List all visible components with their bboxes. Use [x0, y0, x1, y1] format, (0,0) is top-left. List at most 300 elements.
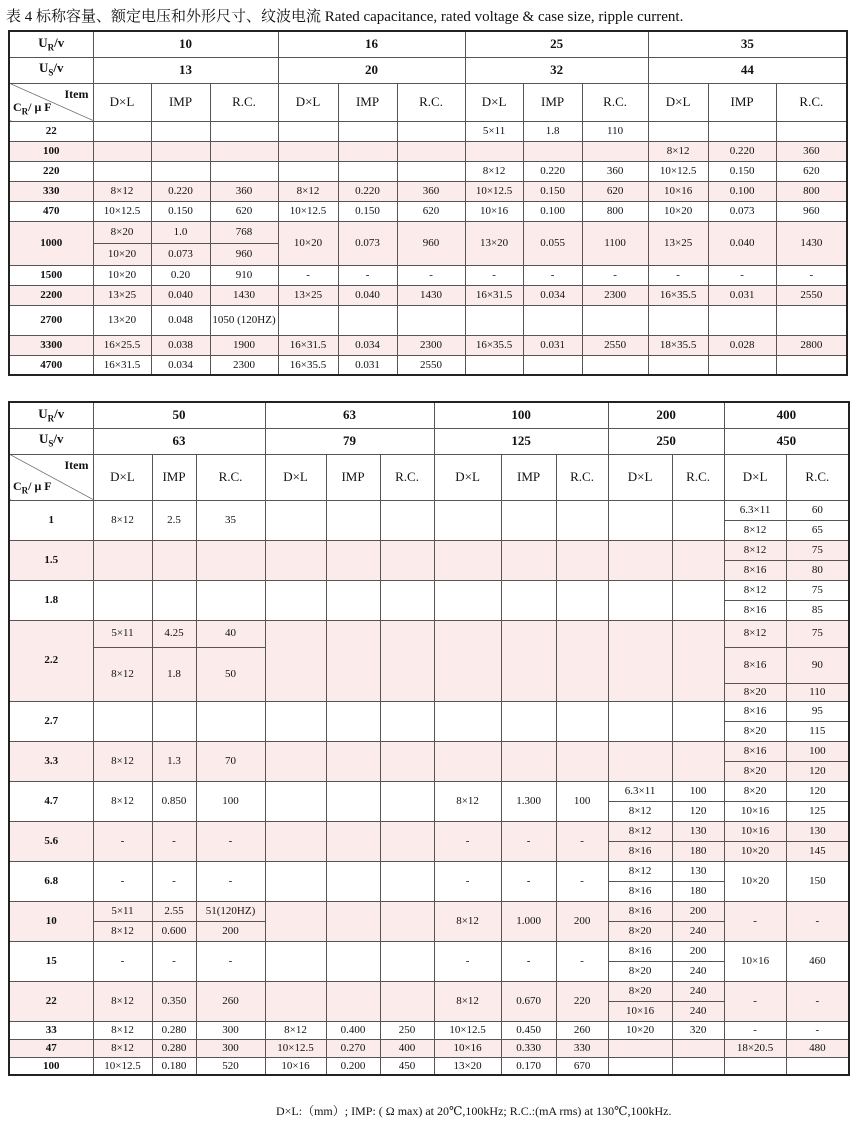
table-cell: 8×12 [93, 921, 152, 941]
table-cell: 8×12 [93, 981, 152, 1021]
table-cell: 240 [672, 921, 724, 941]
table-cell: 2800 [776, 335, 847, 355]
rated-voltage-value: 63 [265, 402, 434, 428]
table-cell [265, 941, 326, 981]
table-cell [648, 355, 708, 375]
table-cell: - [523, 265, 582, 285]
table-cell [326, 981, 380, 1021]
table-cell: 10×12.5 [278, 201, 338, 221]
table-cell: 50 [196, 647, 265, 701]
table-cell: 10×16 [724, 821, 786, 841]
table-cell [672, 701, 724, 741]
table-cell: 0.280 [152, 1021, 196, 1039]
capacitance-value: 1000 [9, 221, 93, 265]
table-cell: 110 [786, 683, 849, 701]
capacitance-value: 100 [9, 1057, 93, 1075]
table-cell: 400 [380, 1039, 434, 1057]
table-cell: 1430 [210, 285, 278, 305]
table-cell [608, 1057, 672, 1075]
table-cell: 250 [380, 1021, 434, 1039]
capacitance-value: 33 [9, 1021, 93, 1039]
table-cell [93, 540, 152, 580]
table-cell: 910 [210, 265, 278, 285]
table-cell: 2300 [210, 355, 278, 375]
table-cell: 145 [786, 841, 849, 861]
table-cell [326, 540, 380, 580]
table-cell: 13×25 [93, 285, 151, 305]
surge-voltage-value: 250 [608, 428, 724, 454]
capacitance-value: 47 [9, 1039, 93, 1057]
table-cell: 300 [196, 1039, 265, 1057]
column-header-imp: IMP [338, 83, 397, 121]
table-cell: 260 [196, 981, 265, 1021]
table-cell: 1.0 [151, 221, 210, 243]
table-cell: 100 [556, 781, 608, 821]
table-cell: 260 [556, 1021, 608, 1039]
table-cell: 13×20 [465, 221, 523, 265]
column-header-rc: R.C. [397, 83, 465, 121]
rated-voltage-value: 10 [93, 31, 278, 57]
table-cell [326, 500, 380, 540]
table-cell: 0.330 [501, 1039, 556, 1057]
capacitance-value: 1500 [9, 265, 93, 285]
column-header-dl: D×L [93, 454, 152, 500]
table-cell: 16×35.5 [648, 285, 708, 305]
table-cell [501, 500, 556, 540]
table-cell: 1430 [776, 221, 847, 265]
table-cell [151, 121, 210, 141]
table-cell: - [724, 981, 786, 1021]
table-cell: - [501, 861, 556, 901]
table-cell [776, 121, 847, 141]
table-cell: 8×12 [724, 520, 786, 540]
table-cell: 10×12.5 [265, 1039, 326, 1057]
table-cell: 0.034 [523, 285, 582, 305]
capacitance-value: 2.2 [9, 620, 93, 701]
table-cell: 10×20 [724, 861, 786, 901]
table-cell [465, 305, 523, 335]
table-cell: 10×16 [724, 801, 786, 821]
table-cell [608, 580, 672, 620]
table-cell: 10×20 [648, 201, 708, 221]
table-cell: 0.034 [151, 355, 210, 375]
table-cell [672, 580, 724, 620]
table-cell: 0.850 [152, 781, 196, 821]
table-cell: 2550 [776, 285, 847, 305]
table-cell [672, 1039, 724, 1057]
capacitance-value: 100 [9, 141, 93, 161]
table-cell [265, 821, 326, 861]
table-cell: 0.073 [708, 201, 776, 221]
table-cell: 200 [556, 901, 608, 941]
table-cell: 450 [380, 1057, 434, 1075]
table-cell: 8×12 [724, 620, 786, 647]
capacitance-value: 4.7 [9, 781, 93, 821]
table-cell: 100 [672, 781, 724, 801]
table-cell: 10×12.5 [434, 1021, 501, 1039]
table-cell: 0.200 [326, 1057, 380, 1075]
table-cell [434, 580, 501, 620]
table-cell: 8×16 [724, 560, 786, 580]
table-cell [265, 981, 326, 1021]
table-cell [93, 141, 151, 161]
table-cell [465, 141, 523, 161]
table-cell: - [434, 861, 501, 901]
table-cell: 8×20 [724, 683, 786, 701]
table-cell [608, 620, 672, 701]
rating-table-low-voltage [8, 30, 848, 376]
table-cell [556, 580, 608, 620]
table-cell: 8×12 [608, 861, 672, 881]
table-cell: 0.220 [708, 141, 776, 161]
table-cell: 0.270 [326, 1039, 380, 1057]
table-cell: - [434, 821, 501, 861]
table-cell: 8×12 [93, 1021, 152, 1039]
table-cell: 10×20 [93, 243, 151, 265]
table-cell: 8×20 [608, 981, 672, 1001]
table-cell: 65 [786, 520, 849, 540]
table-cell [397, 305, 465, 335]
table-cell [265, 901, 326, 941]
table-cell: 0.150 [523, 181, 582, 201]
column-header-rc: R.C. [380, 454, 434, 500]
table-cell [672, 620, 724, 701]
table-cell [326, 861, 380, 901]
table-cell: 320 [672, 1021, 724, 1039]
table-cell [608, 500, 672, 540]
table-cell: 8×16 [724, 647, 786, 683]
column-header-dl: D×L [648, 83, 708, 121]
table-cell: 8×12 [265, 1021, 326, 1039]
table-cell: 180 [672, 881, 724, 901]
table-cell: 75 [786, 540, 849, 560]
table-cell: 0.220 [523, 161, 582, 181]
table-cell: - [152, 941, 196, 981]
table-cell: 0.180 [152, 1057, 196, 1075]
table-cell: 5×11 [465, 121, 523, 141]
column-header-imp: IMP [523, 83, 582, 121]
table-cell [93, 121, 151, 141]
table-cell [501, 701, 556, 741]
surge-voltage-value: 32 [465, 57, 648, 83]
table-cell [380, 500, 434, 540]
table-cell: 0.055 [523, 221, 582, 265]
table-cell [608, 1039, 672, 1057]
table-cell: 200 [672, 901, 724, 921]
table-cell [397, 141, 465, 161]
table-cell: 120 [672, 801, 724, 821]
table-cell: 0.350 [152, 981, 196, 1021]
column-header-dl: D×L [724, 454, 786, 500]
table-cell: 2550 [582, 335, 648, 355]
table-cell: 360 [776, 141, 847, 161]
table-cell: 8×16 [724, 741, 786, 761]
table-cell: - [278, 265, 338, 285]
table-cell [265, 500, 326, 540]
table-cell: 5×11 [93, 901, 152, 921]
table-cell: 620 [210, 201, 278, 221]
table-cell: 8×12 [93, 500, 152, 540]
table-cell [93, 701, 152, 741]
table-cell [523, 305, 582, 335]
table-cell: 0.040 [338, 285, 397, 305]
table-cell: 10×20 [93, 265, 151, 285]
table-cell: 1900 [210, 335, 278, 355]
table-cell: 360 [210, 181, 278, 201]
rated-voltage-value: 16 [278, 31, 465, 57]
table-cell [326, 781, 380, 821]
table-cell [380, 861, 434, 901]
table-cell: 85 [786, 600, 849, 620]
table-cell [648, 305, 708, 335]
table-cell: 16×35.5 [278, 355, 338, 375]
item-capacitance-header: Item $C_R/$ μ F [9, 83, 93, 121]
table-cell: 0.170 [501, 1057, 556, 1075]
table-cell: 10×20 [278, 221, 338, 265]
column-header-dl: D×L [93, 83, 151, 121]
column-header-imp: IMP [501, 454, 556, 500]
table-cell [434, 741, 501, 781]
table-cell: 240 [672, 981, 724, 1001]
column-header-rc: R.C. [786, 454, 849, 500]
surge-voltage-value: 13 [93, 57, 278, 83]
table-cell: 8×12 [724, 580, 786, 600]
table-cell [501, 620, 556, 701]
units-footnote: D×L:（mm）; IMP: ( Ω max) at 20℃,100kHz; R.C.:(mA rms) at 130℃,100kHz. [276, 1104, 672, 1118]
table-cell: 200 [672, 941, 724, 961]
table-cell [380, 981, 434, 1021]
table-cell: 8×12 [648, 141, 708, 161]
table-cell: 5×11 [93, 620, 152, 647]
table-cell: 960 [397, 221, 465, 265]
table-cell: 240 [672, 1001, 724, 1021]
capacitance-value: 22 [9, 121, 93, 141]
table-cell: 8×12 [465, 161, 523, 181]
table-cell [278, 161, 338, 181]
table-cell: 51(120HZ) [196, 901, 265, 921]
table-cell: - [338, 265, 397, 285]
surge-voltage-label: $U_S/v$ [9, 428, 93, 454]
table-cell: 35 [196, 500, 265, 540]
column-header-dl: D×L [278, 83, 338, 121]
table-cell: 670 [556, 1057, 608, 1075]
table-cell: 220 [556, 981, 608, 1021]
table-cell: 360 [397, 181, 465, 201]
table-cell: 0.073 [338, 221, 397, 265]
table-cell [776, 305, 847, 335]
table-cell: 0.048 [151, 305, 210, 335]
surge-voltage-value: 63 [93, 428, 265, 454]
table-cell [151, 141, 210, 161]
table-cell: 330 [556, 1039, 608, 1057]
table-cell [556, 701, 608, 741]
table-cell [523, 355, 582, 375]
rated-voltage-value: 35 [648, 31, 847, 57]
column-header-dl: D×L [434, 454, 501, 500]
surge-voltage-value: 44 [648, 57, 847, 83]
capacitance-value: 4700 [9, 355, 93, 375]
surge-voltage-value: 125 [434, 428, 608, 454]
table-cell: 8×12 [608, 801, 672, 821]
table-cell: 10×12.5 [93, 1057, 152, 1075]
table-cell [326, 620, 380, 701]
table-cell: 8×20 [724, 721, 786, 741]
column-header-rc: R.C. [556, 454, 608, 500]
table-cell [326, 821, 380, 861]
table-cell: - [196, 941, 265, 981]
capacitance-value: 1 [9, 500, 93, 540]
table-cell: 0.073 [151, 243, 210, 265]
table-cell: 768 [210, 221, 278, 243]
table-cell: 0.450 [501, 1021, 556, 1039]
table-cell: 115 [786, 721, 849, 741]
table-cell [151, 161, 210, 181]
capacitance-value: 1.8 [9, 580, 93, 620]
table-cell: 8×20 [608, 961, 672, 981]
table-cell: 150 [786, 861, 849, 901]
table-cell: - [556, 821, 608, 861]
table-cell: 100 [196, 781, 265, 821]
table-cell [265, 620, 326, 701]
table-cell: 95 [786, 701, 849, 721]
table-cell: 300 [196, 1021, 265, 1039]
rated-voltage-value: 400 [724, 402, 849, 428]
table-cell [152, 580, 196, 620]
table-cell: 0.150 [151, 201, 210, 221]
table-cell [265, 540, 326, 580]
column-header-dl: D×L [608, 454, 672, 500]
table-cell: - [786, 1021, 849, 1039]
table-cell: 620 [582, 181, 648, 201]
table-cell: 10×20 [608, 1021, 672, 1039]
table-cell: 10×12.5 [648, 161, 708, 181]
table-cell: 18×35.5 [648, 335, 708, 355]
table-cell: 70 [196, 741, 265, 781]
table-cell: 8×20 [724, 761, 786, 781]
table-cell: 8×12 [434, 981, 501, 1021]
table-cell [582, 355, 648, 375]
column-header-rc: R.C. [210, 83, 278, 121]
table-cell [93, 580, 152, 620]
table-cell: 480 [786, 1039, 849, 1057]
capacitance-value: 6.8 [9, 861, 93, 901]
capacitance-value: 2700 [9, 305, 93, 335]
table-cell [326, 741, 380, 781]
capacitance-value: 470 [9, 201, 93, 221]
table-cell: - [582, 265, 648, 285]
table-cell [265, 741, 326, 781]
table-cell [380, 620, 434, 701]
table-cell: - [556, 941, 608, 981]
table-cell: 10×16 [465, 201, 523, 221]
table-cell: 1.3 [152, 741, 196, 781]
table-cell: - [556, 861, 608, 901]
table-cell: 10×12.5 [465, 181, 523, 201]
rating-table-high-voltage [8, 401, 850, 1076]
column-header-dl: D×L [465, 83, 523, 121]
column-header-imp: IMP [708, 83, 776, 121]
column-header-rc: R.C. [196, 454, 265, 500]
table-cell: 0.100 [523, 201, 582, 221]
rated-voltage-value: 25 [465, 31, 648, 57]
table-cell: 8×16 [724, 701, 786, 721]
table-cell: 0.100 [708, 181, 776, 201]
column-header-imp: IMP [326, 454, 380, 500]
table-cell: 200 [196, 921, 265, 941]
table-cell: 8×20 [608, 921, 672, 941]
table-cell: 80 [786, 560, 849, 580]
surge-voltage-value: 450 [724, 428, 849, 454]
table-cell [380, 941, 434, 981]
capacitance-value: 22 [9, 981, 93, 1021]
column-header-dl: D×L [265, 454, 326, 500]
table-cell [708, 121, 776, 141]
table-cell [196, 701, 265, 741]
table-cell: 8×16 [608, 881, 672, 901]
table-cell: 8×16 [724, 600, 786, 620]
table-cell [380, 701, 434, 741]
table-cell: - [196, 821, 265, 861]
table-cell [338, 161, 397, 181]
table-cell [265, 781, 326, 821]
table-cell: 8×12 [93, 781, 152, 821]
table-cell: - [152, 821, 196, 861]
table-cell: 960 [210, 243, 278, 265]
table-cell: 620 [397, 201, 465, 221]
table-cell: 0.031 [708, 285, 776, 305]
table-cell [434, 620, 501, 701]
table-cell [434, 500, 501, 540]
table-cell: 130 [672, 861, 724, 881]
table-cell: 800 [776, 181, 847, 201]
table-cell: 8×16 [608, 941, 672, 961]
capacitance-value: 3300 [9, 335, 93, 355]
table-cell: 0.400 [326, 1021, 380, 1039]
table-cell [708, 305, 776, 335]
table-cell: 8×12 [434, 781, 501, 821]
table-cell: 6.3×11 [608, 781, 672, 801]
capacitance-value: 2200 [9, 285, 93, 305]
table-cell: 10×16 [724, 941, 786, 981]
table-cell [582, 305, 648, 335]
table-cell: - [724, 1021, 786, 1039]
table-cell: 10×20 [724, 841, 786, 861]
table-cell [556, 620, 608, 701]
column-header-rc: R.C. [672, 454, 724, 500]
item-capacitance-header: Item $C_R/$ μ F [9, 454, 93, 500]
capacitance-value: 330 [9, 181, 93, 201]
table-cell: 16×31.5 [278, 335, 338, 355]
table-cell [724, 1057, 786, 1075]
table-cell [608, 741, 672, 781]
table-cell: 0.150 [708, 161, 776, 181]
capacitance-value: 220 [9, 161, 93, 181]
table-cell: - [465, 265, 523, 285]
rated-voltage-value: 200 [608, 402, 724, 428]
table-cell [326, 701, 380, 741]
table-cell: 1.8 [152, 647, 196, 701]
table-cell: - [501, 821, 556, 861]
table-cell: 8×12 [278, 181, 338, 201]
table-cell: 10×12.5 [93, 201, 151, 221]
table-cell: 1430 [397, 285, 465, 305]
table-cell [556, 741, 608, 781]
table-cell [582, 141, 648, 161]
table-cell: 125 [786, 801, 849, 821]
table-cell: 2.55 [152, 901, 196, 921]
table-cell [196, 580, 265, 620]
table-cell: 0.031 [338, 355, 397, 375]
